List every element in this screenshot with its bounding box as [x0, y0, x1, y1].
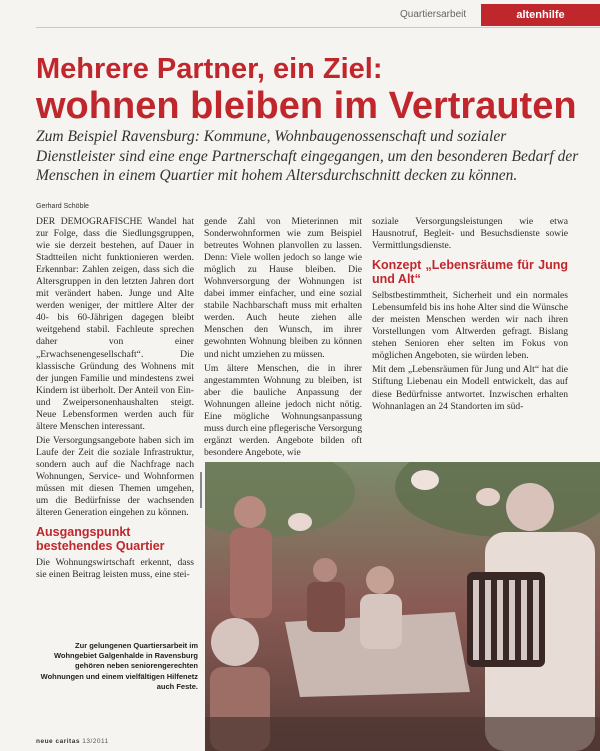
- header-section-label: Quartiersarbeit: [400, 9, 467, 20]
- footer-issue: 13/2011: [82, 738, 109, 745]
- header-rule: [36, 27, 600, 28]
- header-section-tab: altenhilfe: [481, 4, 600, 26]
- paragraph: soziale Versorgungsleistungen wie etwa Hausnotruf, Begleit- und Besuchsdienste sowie Vermittlungsdienste.: [372, 216, 568, 252]
- headline-line-1: Mehrere Partner, ein Ziel:: [36, 53, 383, 85]
- page-footer: [36, 738, 109, 745]
- author-byline: Gerhard Schöble: [36, 203, 89, 210]
- paragraph: Um ältere Menschen, die in ihrer angestammten Wohnung zu bleiben, ist aber die bauliche Anpassung der Wohnungen alleine jedoch nicht nötig. Eine mögliche Wohnungsanpassung muss durch eine pflegerische Versorgung ergänzt werden. Angebote bilden oft besondere Angebote, wie: [204, 362, 362, 458]
- subheading: Ausgangspunkt bestehendes Quartier: [36, 525, 165, 554]
- footer-brand: neue caritas: [36, 738, 80, 745]
- headline: [36, 53, 586, 127]
- paragraph: DER DEMOGRAFISCHE Wandel hat zur Folge, dass die Siedlungsgruppen, wie sie derzeit bestehen, auf Dauer in Stadtteilen nicht funktionieren werden. Erkennbar: Zahlen zeigen, dass sich die Altersgruppen in den letzten Jahren dort mit verändert haben. Junge und Alte werden weniger, der mittlere Alter der 40- bis 60-Jährigen dagegen bleibt weitgehend stabil. Fachleute sprechen daher von einer „Erwachsenengesellschaft“. Die klassische Gründung des Wohnens mit der jungen Familie und mindestens zwei Kindern ist überholt. Der Anteil von Ein- und Zweipersonenhaushalten steigt. Neue Lebensformen werden auch für ältere Menschen interessant.: [36, 216, 195, 432]
- text-column-3: [372, 216, 568, 415]
- paragraph: gende Zahl von Mieterinnen mit Sonderwohnformen wie zum Beispiel betreutes Wohnen planvollen zu lassen. Denn: Viele wollen jedoch so lange wie möglich zu Hause bleiben. Die Wohnversorgung der Wohnungen ist dabei immer einfacher, und eine sozial stabile Nachbarschaft muss mit erhalten werden. Auch heute ziehen alle Menschen den Wunsch, im ihrer gewohnten Wohnung bleiben zu können und nicht umziehen zu müssen.: [204, 216, 362, 360]
- paragraph: Mit dem „Lebensräumen für Jung und Alt“ hat die Stiftung Liebenau ein Modell entwickelt, das auf diese Bedürfnisse antwortet. Inzwischen erhalten Wohnanlagen an 24 Standorten im süd-: [372, 364, 568, 412]
- event-photo: [205, 462, 600, 751]
- text-column-1: [36, 216, 194, 583]
- paragraph: Die Wohnungswirtschaft erkennt, dass sie einen Beitrag leisten muss, eine stei-: [36, 557, 194, 581]
- lead-paragraph: Zum Beispiel Ravensburg: Kommune, Wohnbaugenossenschaft und sozialer Dienstleister sind eine enge Partnerschaft eingegangen, um den besonderen Bedarf der Menschen in einem Quartier mit hohem Altersdurchschnitt decken zu können.: [36, 128, 579, 184]
- subheading: Konzept „Lebensräume für Jung und Alt“: [372, 258, 568, 287]
- photo-credit-mark: [198, 472, 204, 508]
- text-column-2: [204, 216, 362, 461]
- photo-caption: Zur gelungenen Quartiersarbeit im Wohngebiet Galgenhalde in Ravensburg gehören neben seniorengerechten Wohnungen und einem vielfältigen Hilfenetz auch Feste.: [40, 641, 198, 691]
- headline-line-2: wohnen bleiben im Vertrauten: [36, 85, 577, 127]
- paragraph: Selbstbestimmtheit, Sicherheit und ein normales Lebensumfeld bis ins hohe Alter sind die Wünsche der meisten Menschen werden wir nach ihren Vorstellungen vom Altwerden gefragt. Bislang stehen Senioren eher selten im Fokus von möglichen Angeboten, sie würden leben.: [372, 290, 568, 362]
- paragraph: Die Versorgungsangebote haben sich im Laufe der Zeit die soziale Infrastruktur, sondern auch auf die Nachfrage nach Wohnungen, Service- und Wohnformen müssen mit diesen Themen umgehen, um die Bedürfnisse der wachsenden älteren Generation eingehen zu können.: [36, 434, 194, 519]
